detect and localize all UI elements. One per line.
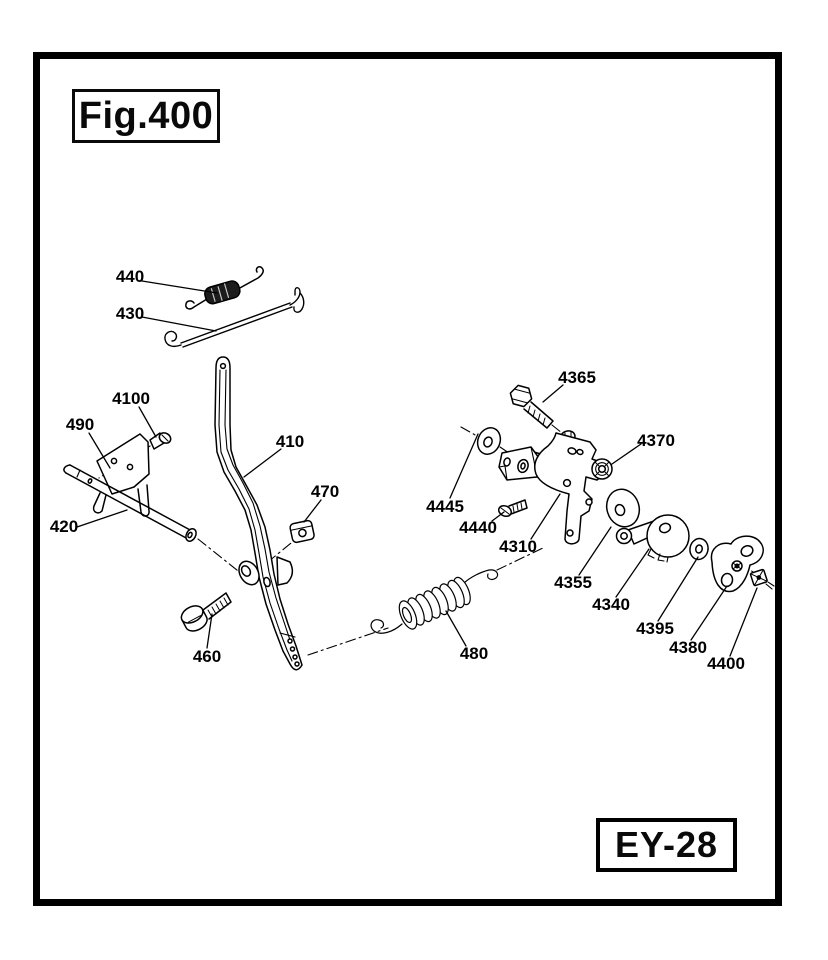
part-label-4380: 4380 <box>669 638 707 657</box>
part-4400-clip-nut <box>750 569 772 589</box>
engine-model-label: EY-28 <box>614 824 719 865</box>
part-label-4365: 4365 <box>558 368 596 387</box>
part-4395-washer <box>688 537 710 561</box>
part-4310-bracket <box>535 431 606 544</box>
part-4370-flange-nut <box>592 459 612 479</box>
part-label-4100: 4100 <box>112 389 150 408</box>
part-4445-washer <box>474 424 505 457</box>
figure-number-label: Fig.400 <box>78 94 214 137</box>
part-label-430: 430 <box>115 304 145 323</box>
part-label-4370: 4370 <box>637 431 675 450</box>
part-4365-bolt <box>508 384 553 428</box>
part-label-4445: 4445 <box>426 497 464 516</box>
part-label-4310: 4310 <box>499 537 537 556</box>
part-410-lever <box>215 357 305 670</box>
part-label-410: 410 <box>275 432 305 451</box>
part-4355-disc <box>602 485 644 531</box>
part-480-spring <box>371 570 498 633</box>
part-440-tension-spring <box>186 267 263 309</box>
part-label-4440: 4440 <box>459 518 497 537</box>
part-label-4355: 4355 <box>554 573 592 592</box>
part-label-480: 480 <box>459 644 489 663</box>
part-label-4395: 4395 <box>636 619 674 638</box>
part-label-420: 420 <box>49 517 79 536</box>
part-label-4340: 4340 <box>592 595 630 614</box>
part-460-bolt <box>178 593 231 634</box>
part-4440-bolt <box>497 500 527 518</box>
part-470-square-nut <box>289 520 314 543</box>
part-label-490: 490 <box>65 415 95 434</box>
part-label-470: 470 <box>310 482 340 501</box>
part-label-440: 440 <box>115 267 145 286</box>
part-label-460: 460 <box>192 647 222 666</box>
part-label-4400: 4400 <box>707 654 745 673</box>
